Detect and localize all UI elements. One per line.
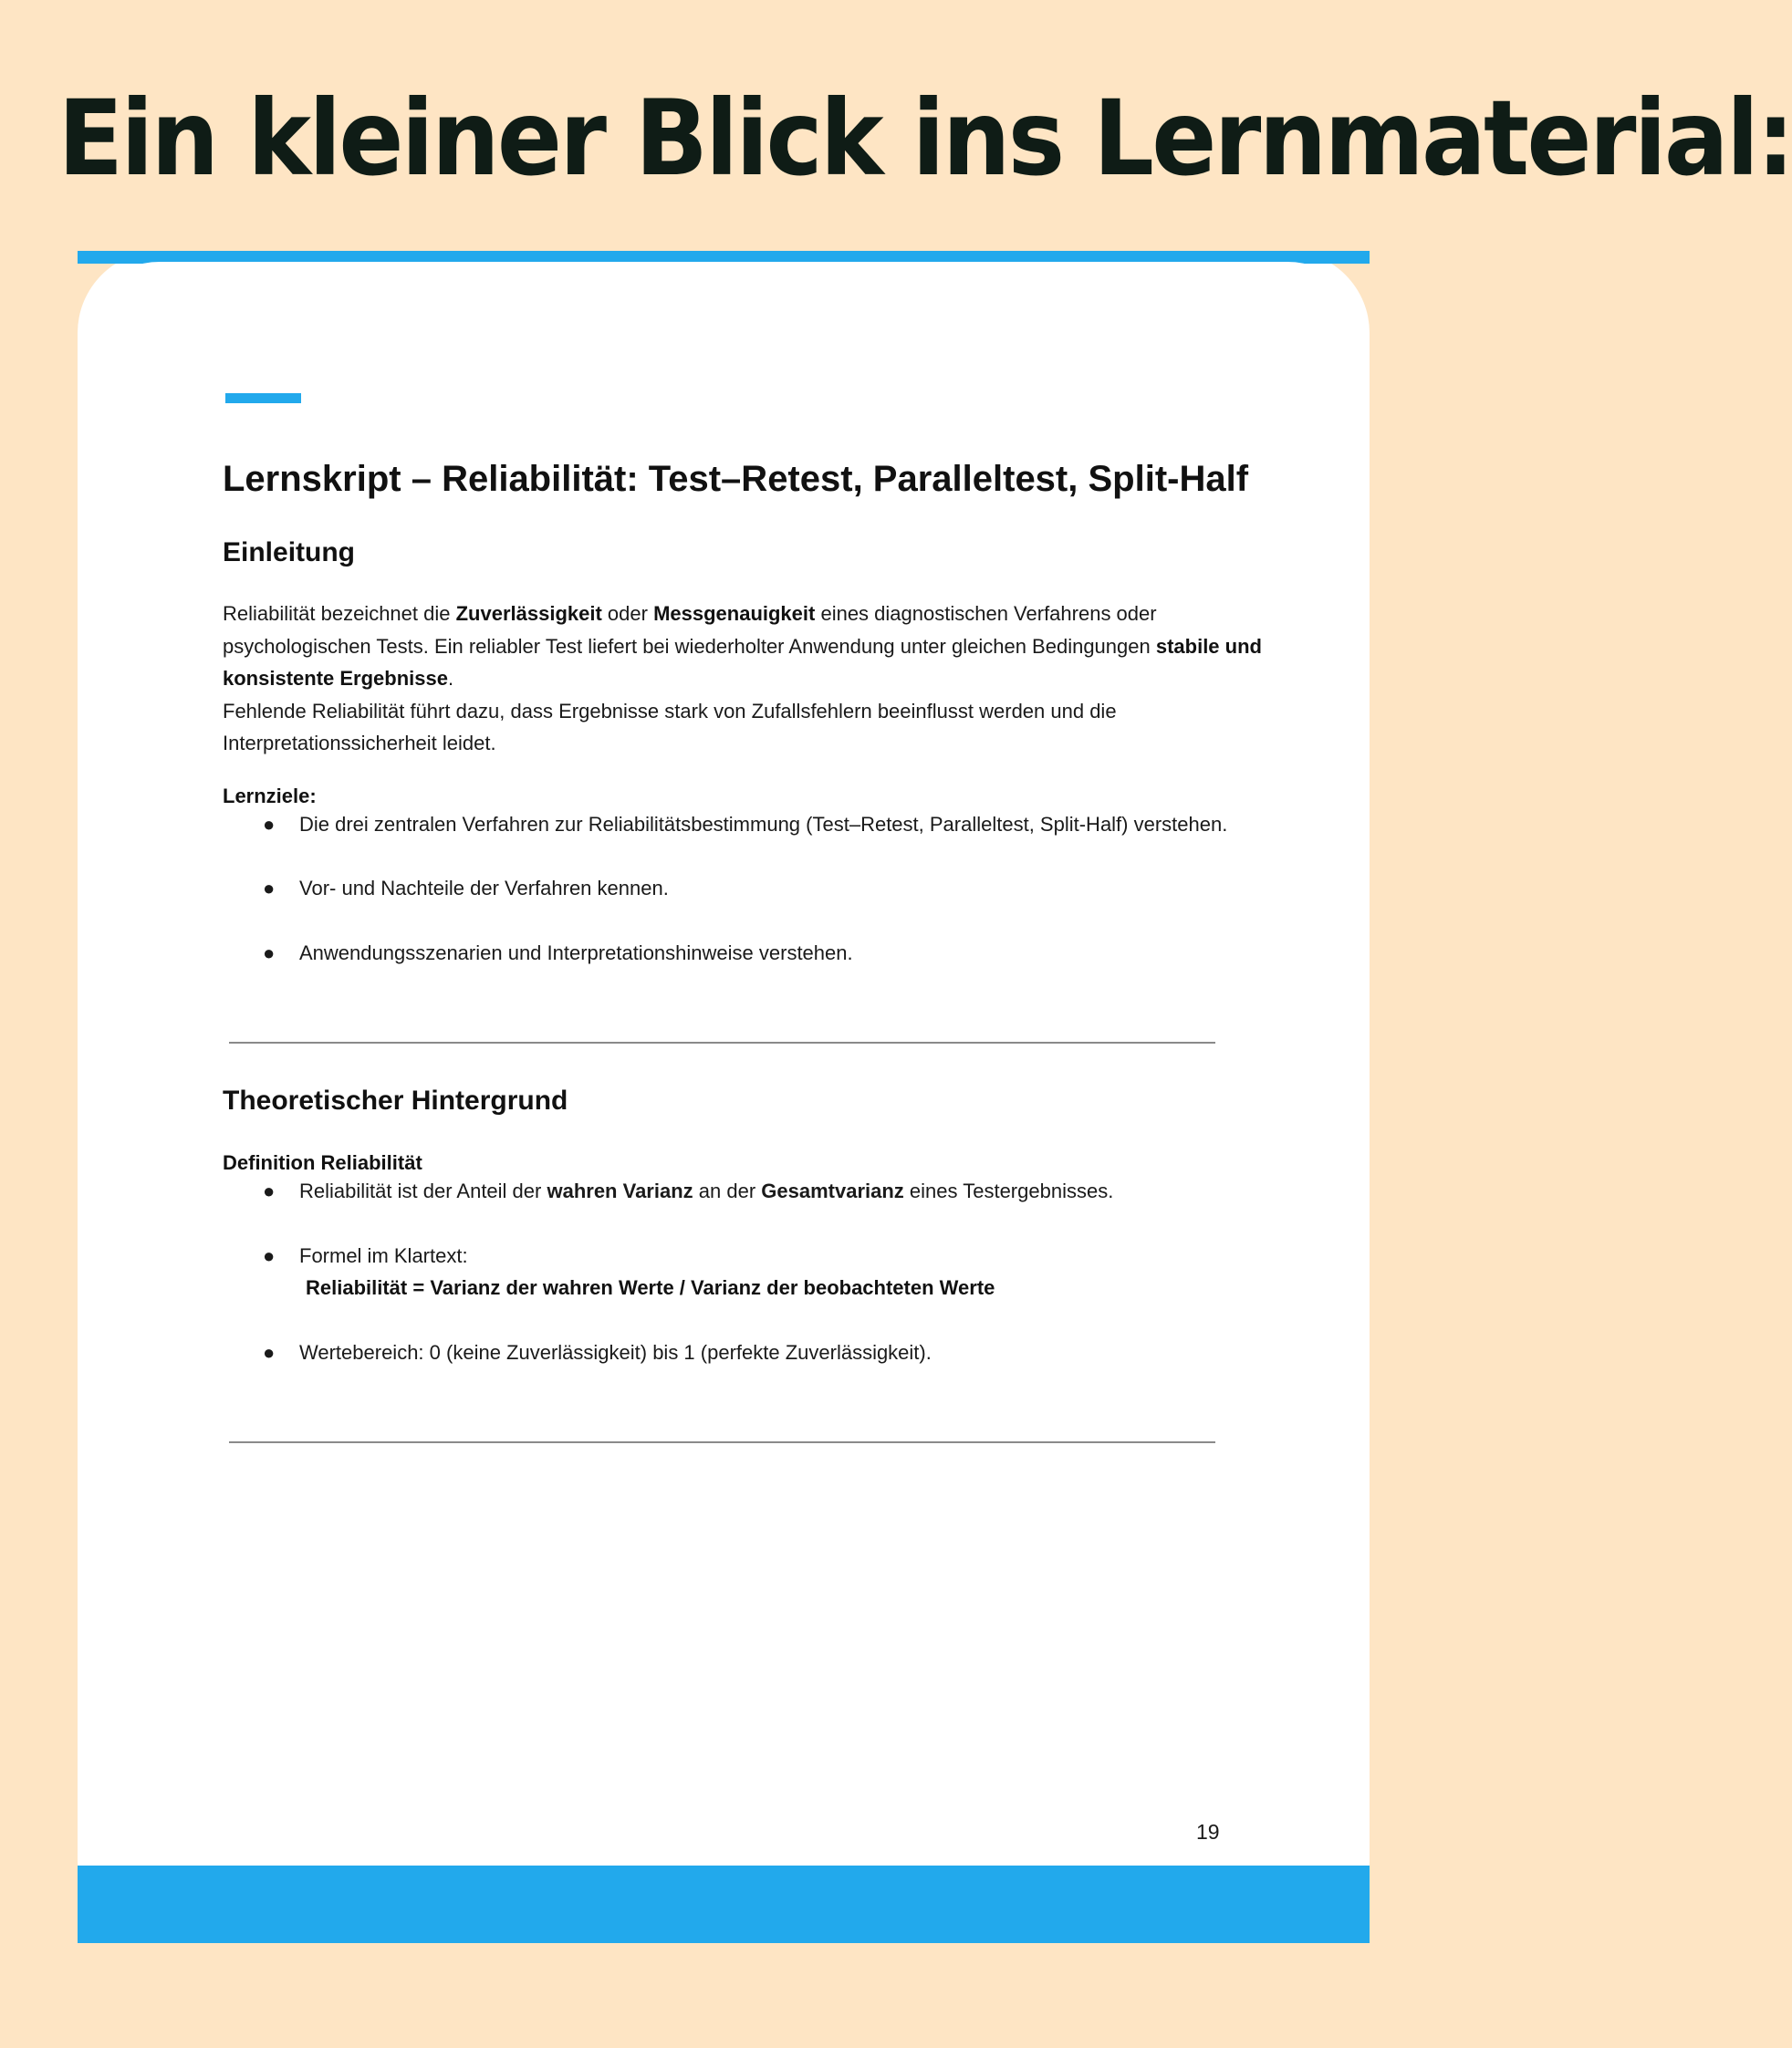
card-bottom-accent-bar [78,1866,1370,1943]
bullet-dot: ● [263,1180,276,1202]
list-item: ● Reliabilität ist der Anteil der wahren Varianz an der Gesamtvarianz eines Testergebnisses. [223,1175,1299,1208]
bullet-dot: ● [263,1243,276,1267]
list-item: ● Vor- und Nachteile der Verfahren kennen. [223,872,1299,905]
lernziele-label: Lernziele: [223,784,317,807]
definition-list [223,1175,1299,1368]
bullet-dot: ● [263,1340,276,1364]
section-divider [229,1441,1215,1443]
list-item: ● Anwendungsszenarien und Interpretationshinweise verstehen. [223,937,1299,970]
formula-label: Formel im Klartext: [299,1243,468,1267]
document-content [223,452,1299,1443]
intro-paragraph: Reliabilität bezeichnet die Zuverlässigkeit oder Messgenauigkeit eines diagnostischen Verfahrens oder psychologischen Tests. Ein reliabler Test liefert bei wiederholter Anwendung unter gleichen Bedingungen stabile und konsistente Ergebnisse. Fehlende Reliabilität führt dazu, dass Ergebnisse stark von Zufallsfehlern beeinflusst werden und die Interpretationssicherheit leidet. [223,602,1262,754]
page-number: 19 [1196,1820,1220,1844]
document-title: Lernskript – Reliabilität: Test–Retest, Paralleltest, Split-Half [223,459,1249,499]
section-heading-einleitung: Einleitung [223,537,355,567]
bullet-dot: ● [263,877,276,899]
list-item: ● Die drei zentralen Verfahren zur Reliabilitätsbestimmung (Test–Retest, Paralleltest, Split-Half) verstehen. [223,808,1299,841]
section-divider [229,1042,1215,1044]
section-heading-theoretischer-hintergrund: Theoretischer Hintergrund [223,1086,568,1116]
lernziele-list [223,808,1299,970]
banner-title: Ein kleiner Blick ins Lernmaterial: [57,78,1792,199]
formula-text: Reliabilität = Varianz der wahren Werte / Varianz der beobachteten Werte [306,1276,995,1299]
list-item: ● Wertebereich: 0 (keine Zuverlässigkeit) bis 1 (perfekte Zuverlässigkeit). [223,1336,1299,1369]
title-accent-dash [225,393,301,403]
document-page-card [78,251,1370,1943]
definition-label: Definition Reliabilität [223,1151,422,1174]
list-item [223,1240,1299,1305]
bullet-dot: ● [263,812,276,836]
bullet-dot: ● [263,941,276,964]
